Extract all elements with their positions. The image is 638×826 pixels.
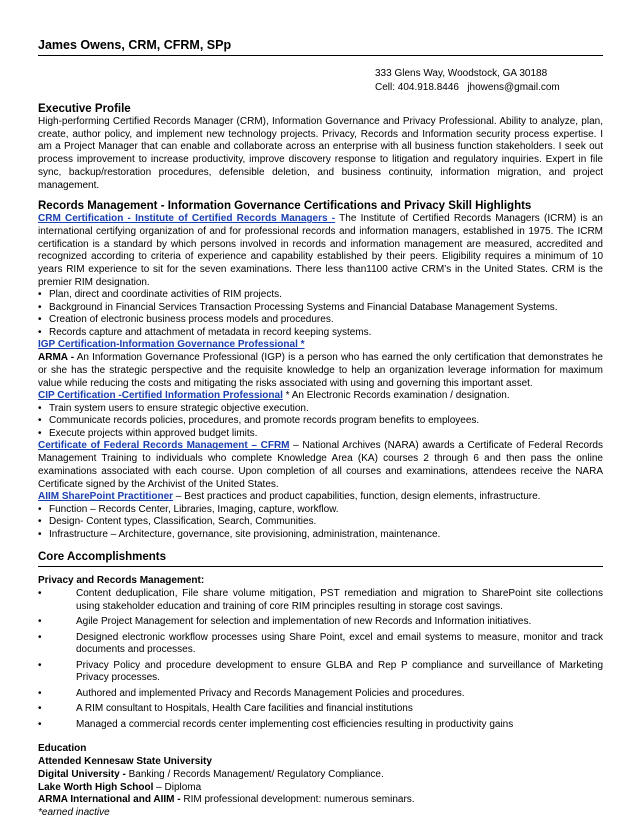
core-subtitle: Privacy and Records Management: xyxy=(38,575,205,587)
candidate-name: James Owens, CRM, CFRM, SPp xyxy=(38,38,232,52)
bullet-icon: • xyxy=(38,588,42,600)
bullet-icon: • xyxy=(38,703,42,715)
bullet-icon: • xyxy=(38,516,42,528)
igp-heading-line xyxy=(38,339,603,352)
bullet-icon: • xyxy=(38,415,42,427)
list-item: • Designed electronic workflow processes using Share Point, excel and email systems to measure, monitor and track documents and processes. xyxy=(38,631,603,656)
list-item: • Train system users to ensure strategic objective execution. xyxy=(38,402,309,414)
bullet-icon: • xyxy=(38,326,42,338)
bullet-icon: • xyxy=(38,528,42,540)
education-section xyxy=(38,743,603,820)
education-line-lakeworth: Lake Worth High School – Diploma xyxy=(38,781,202,793)
education-heading: Education xyxy=(38,743,87,755)
education-line-kennesaw: Attended Kennesaw State University xyxy=(38,755,212,767)
list-item: • Records capture and attachment of metadata in record keeping systems. xyxy=(38,326,372,338)
contact-block xyxy=(375,67,603,95)
list-item: • Content deduplication, File share volume mitigation, PST remediation and migration to SharePoint site collections using stakeholder education and training of core RIM principles resulting in storage cost savings. xyxy=(38,588,603,612)
phone-email-line xyxy=(375,81,603,95)
aiim-sharepoint-link[interactable]: AIIM SharePoint Practitioner xyxy=(38,491,174,503)
address: 333 Glens Way, Woodstock, GA 30188 xyxy=(375,68,548,79)
crm-paragraph xyxy=(38,213,603,289)
bullet-icon: • xyxy=(38,503,42,515)
list-item: • Communicate records policies, procedures, and promote records program benefits to employees. xyxy=(38,415,480,427)
bullet-icon: • xyxy=(38,314,42,326)
list-item: • Infrastructure – Architecture, governance, site provisioning, administration, maintenance. xyxy=(38,528,441,540)
cell-phone: Cell: 404.918.8446 xyxy=(375,82,459,93)
cip-certification-link[interactable]: CIP Certification -Certified Information Professional xyxy=(38,390,283,402)
cfrm-description: – National Archives (NARA) awards a Certificate of Federal Records Management Training to individuals who complete Knowledge Area (KA) courses 2 through 6 and then pass the online examinations associated with each course. Upon completion of all courses and examinations, attendees receive the NARA Certificate signed by the Archivist of the United States. xyxy=(38,440,603,490)
list-item: • Execute projects within approved budget limits. xyxy=(38,427,258,439)
igp-certification-link[interactable]: IGP Certification-Information Governance Professional * xyxy=(38,339,305,351)
executive-profile-text: High-performing Certified Records Manager (CRM), Information Governance and Privacy Professional. Ability to analyze, plan, create, author policy, and implement new technology projects. Privacy, Records and Information security process expertise. I am a Project Manager that can enable and collaborate across an enterprise with all business function stakeholders. I seek out process improvement to increase productivity, improve discovery response to litigation and regulatory inquiries. Expert in file sync, backup/restoration procedures, defensible deletion, and business continuity, information migration, and project management. xyxy=(38,116,603,191)
crm-certification-link[interactable]: CRM Certification - Institute of Certified Records Managers - xyxy=(38,213,336,225)
arma-label: ARMA - xyxy=(38,352,75,364)
executive-profile-heading: Executive Profile xyxy=(38,103,131,115)
education-line-digital: Digital University - Banking / Records Management/ Regulatory Compliance. xyxy=(38,768,384,780)
bullet-icon: • xyxy=(38,427,42,439)
email: jhowens@gmail.com xyxy=(467,82,560,93)
bullet-icon: • xyxy=(38,687,42,699)
list-item: • Agile Project Management for selection and implementation of new Records and Information initiatives. xyxy=(38,616,532,628)
aiim-paragraph xyxy=(38,491,603,504)
bullet-icon: • xyxy=(38,631,42,643)
igp-description: An Information Governance Professional (IGP) is a person who has earned the only certification that demonstrates he or she has the strategic perspective and the requisite knowledge to help an organization leverage information for maximum value while reducing the costs and mitigating the risks associated with using and governing this important asset. xyxy=(38,352,603,389)
bullet-icon: • xyxy=(38,616,42,628)
cip-bullets xyxy=(38,403,603,441)
list-item: • Managed a commercial records center implementing cost efficiencies resulting in productivity gains xyxy=(38,718,514,730)
core-list xyxy=(38,588,603,731)
bullet-icon: • xyxy=(38,659,42,671)
certifications-heading: Records Management - Information Governance Certifications and Privacy Skill Highlights xyxy=(38,200,532,213)
cip-description: * An Electronic Records examination / designation. xyxy=(282,390,510,402)
list-item: • Background in Financial Services Transaction Processing Systems and Financial Database Management Systems. xyxy=(38,301,558,313)
list-item: • Function – Records Center, Libraries, Imaging, capture, workflow. xyxy=(38,503,339,515)
aiim-bullets xyxy=(38,504,603,542)
bullet-icon: • xyxy=(38,289,42,301)
crm-description: The Institute of Certified Records Managers (ICRM) is an international certifying organization of and for professional records and information managers, established in 1975. The ICRM certification is a standard by which persons involved in records and information management are measured, accredited and recognized according to criteria of experience and capability established by their peers. Eligibility requires a minimum of 10 years RIM experience to sit for the seven examinations. There less than1100 active CRM’s in the United States. CRM is the premier RIM designation. xyxy=(38,213,603,288)
core-divider xyxy=(38,566,603,567)
bullet-icon: • xyxy=(38,301,42,313)
education-line-arma: ARMA International and AIIM - RIM professional development: numerous seminars. xyxy=(38,794,415,806)
resume-page xyxy=(38,38,603,820)
list-item: • Design- Content types, Classification, Search, Communities. xyxy=(38,516,317,528)
cfrm-certification-link[interactable]: Certificate of Federal Records Management – CFRM xyxy=(38,440,290,452)
list-item: • A RIM consultant to Hospitals, Health Care facilities and financial institutions xyxy=(38,703,413,715)
bullet-icon: • xyxy=(38,718,42,730)
aiim-description: – Best practices and product capabilities, function, design elements, infrastructure. xyxy=(173,491,541,503)
list-item: • Creation of electronic business process models and procedures. xyxy=(38,314,334,326)
list-item: • Plan, direct and coordinate activities of RIM projects. xyxy=(38,289,282,301)
list-item: • Privacy Policy and procedure development to ensure GLBA and Rep P compliance and surveillance of Marketing Privacy processes. xyxy=(38,659,603,684)
cip-paragraph xyxy=(38,390,603,403)
crm-bullets xyxy=(38,289,603,339)
core-accomplishments-heading: Core Accomplishments xyxy=(38,551,167,564)
earned-inactive-note: *earned inactive xyxy=(38,807,110,819)
igp-paragraph xyxy=(38,352,603,390)
cfrm-paragraph xyxy=(38,440,603,491)
header-divider xyxy=(38,55,603,56)
bullet-icon: • xyxy=(38,402,42,414)
list-item: • Authored and implemented Privacy and Records Management Policies and procedures. xyxy=(38,687,465,699)
